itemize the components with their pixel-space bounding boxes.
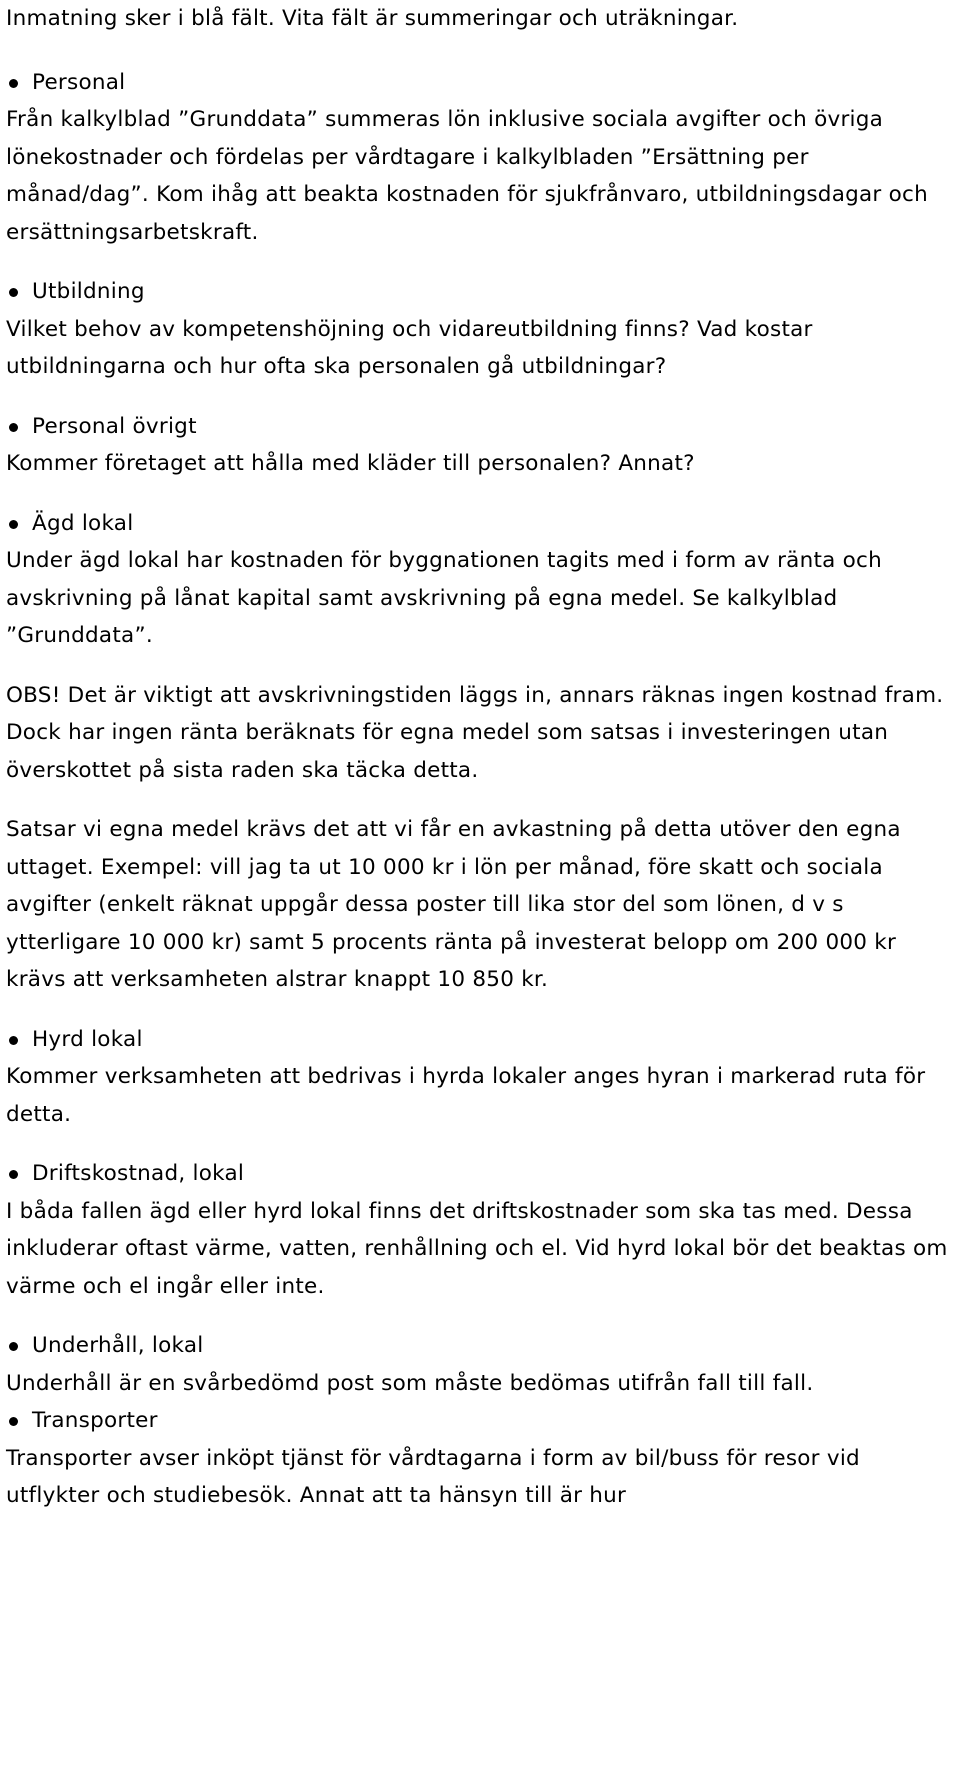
section-heading: Personal övrigt: [32, 413, 197, 439]
section-paragraph: Transporter avser inköpt tjänst för vårdtagarna i form av bil/buss för resor vid utflykter och studiebesök. Annat att ta hänsyn till är hur: [6, 1445, 860, 1508]
section-paragraph: Kommer företaget att hålla med kläder till personalen? Annat?: [6, 451, 695, 476]
section-underhall-lokal: [6, 1327, 956, 1402]
section-paragraph: Under ägd lokal har kostnaden för byggnationen tagits med i form av ränta och avskrivning på lånat kapital samt avskrivning på egna medel. Se kalkylblad ”Grunddata”.: [6, 548, 882, 648]
section-utbildning: [6, 273, 956, 386]
section-driftskostnad-lokal: [6, 1155, 956, 1305]
section-paragraph: Från kalkylblad ”Grunddata” summeras lön inklusive sociala avgifter och övriga lönekostnader och fördelas per vårdtagare i kalkylbladen ”Ersättning per månad/dag”. Kom ihåg att beakta kostnaden för sjukfrånvaro, utbildningsdagar och ersättningsarbetskraft.: [6, 107, 928, 245]
section-heading: Hyrd lokal: [32, 1026, 143, 1052]
bullet-icon: [9, 1417, 18, 1426]
section-heading: Transporter: [32, 1408, 158, 1433]
section-paragraph: Kommer verksamheten att bedrivas i hyrda lokaler anges hyran i markerad ruta för detta.: [6, 1064, 926, 1127]
bullet-icon: [9, 520, 18, 529]
section-paragraph: OBS! Det är viktigt att avskrivningstiden läggs in, annars räknas ingen kostnad fram. Dock har ingen ränta beräknats för egna medel som satsas i investeringen utan överskottet på sista raden ska täcka detta.: [6, 682, 944, 783]
section-agd-lokal: [6, 505, 956, 999]
section-heading: Ägd lokal: [32, 510, 134, 536]
section-heading: Utbildning: [32, 279, 145, 304]
section-paragraph: Vilket behov av kompetenshöjning och vidareutbildning finns? Vad kostar utbildningarna och hur ofta ska personalen gå utbildningar?: [6, 316, 813, 379]
section-hyrd-lokal: [6, 1021, 956, 1134]
section-heading: Driftskostnad, lokal: [32, 1161, 245, 1186]
bullet-icon: [9, 79, 18, 88]
section-heading: Underhåll, lokal: [32, 1333, 204, 1358]
section-paragraph: Underhåll är en svårbedömd post som måste bedömas utifrån fall till fall.: [6, 1370, 814, 1396]
bullet-icon: [9, 1170, 18, 1179]
section-personal: [6, 64, 956, 252]
section-personal-ovrigt: [6, 408, 956, 483]
section-paragraph: I båda fallen ägd eller hyrd lokal finns det driftskostnader som ska tas med. Dessa inkluderar oftast värme, vatten, renhållning och el. Vid hyrd lokal bör det beaktas om värme och el ingår eller inte.: [6, 1198, 948, 1299]
bullet-icon: [9, 423, 18, 432]
section-heading: Personal: [32, 69, 126, 95]
section-transporter: [6, 1402, 956, 1515]
bullet-icon: [9, 288, 18, 297]
bullet-icon: [9, 1036, 18, 1045]
bullet-icon: [9, 1342, 18, 1351]
section-paragraph: Satsar vi egna medel krävs det att vi får en avkastning på detta utöver den egna uttaget. Exempel: vill jag ta ut 10 000 kr i lön per månad, före skatt och sociala avgifter (enkelt räknat uppgår dessa poster till lika stor del som lönen, d v s ytterligare 10 000 kr) samt 5 procents ränta på investerat belopp om 200 000 kr krävs att verksamheten alstrar knappt 10 850 kr.: [6, 817, 901, 992]
document: [6, 0, 956, 1515]
intro-text: Inmatning sker i blå fält. Vita fält är summeringar och uträkningar.: [6, 6, 739, 31]
